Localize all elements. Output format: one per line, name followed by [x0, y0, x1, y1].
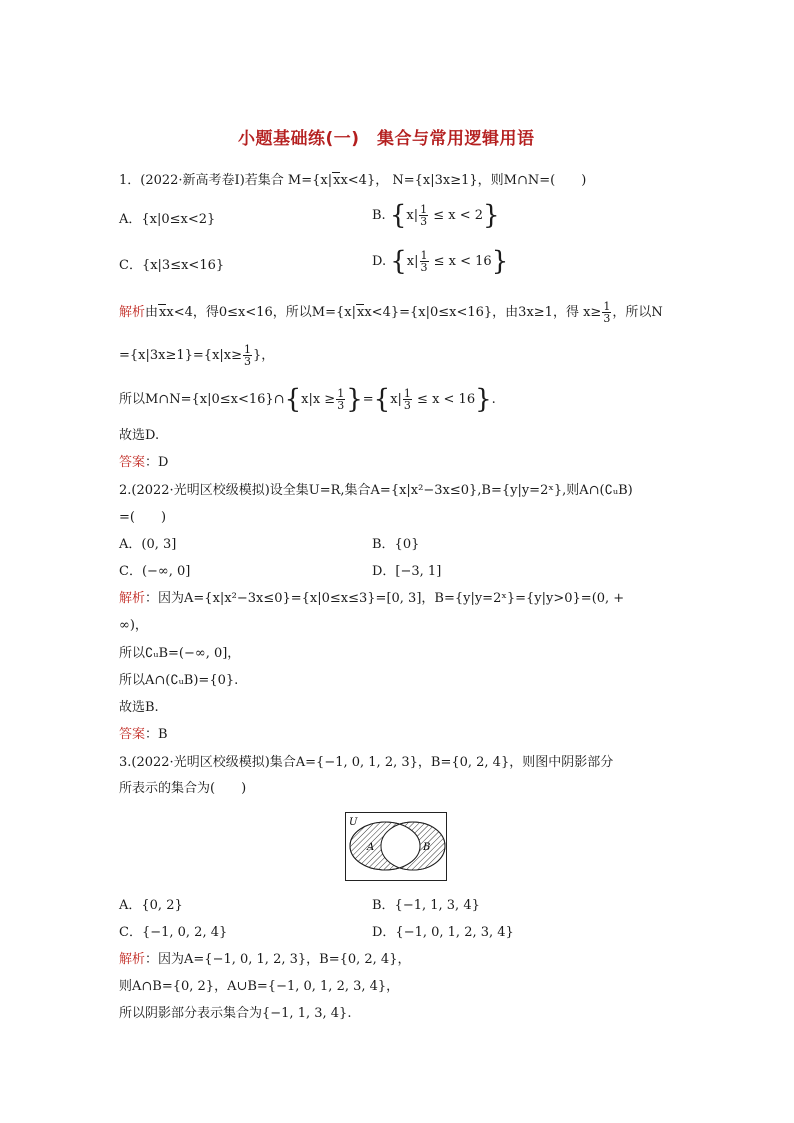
q3-sol1: ：因为A={−1, 0, 1, 2, 3}，B={0, 2, 4}，: [145, 952, 411, 967]
q1-sol1-d: ，所以N: [612, 305, 663, 320]
q3-option-a[interactable]: A．{0, 2}: [119, 898, 183, 913]
right-brace-icon: }: [483, 200, 500, 231]
q1-option-d[interactable]: [372, 246, 509, 277]
solution-label: 解析: [119, 305, 146, 320]
solution-label: 解析: [119, 952, 146, 967]
venn-label-a: A: [367, 842, 375, 853]
fraction: [602, 301, 611, 324]
q3-stem-line1: 3.(2022·光明区校级模拟)集合A={−1, 0, 1, 2, 3}，B={0, 2, 4}，则图中阴影部分: [119, 755, 614, 770]
q1-stem-m: M={x|: [287, 173, 333, 188]
q3-stem-line2: 所表示的集合为( ): [119, 781, 247, 796]
q1-sol3-e: ≤ x < 16: [417, 392, 476, 407]
q2-solution-line3: 所以∁ᵤB=(−∞, 0]，: [119, 646, 241, 661]
left-brace-icon: {: [284, 384, 302, 415]
fraction-denominator: 3: [337, 399, 345, 412]
q1-option-b-range: ≤ x < 2: [433, 208, 484, 223]
fraction-numerator: 1: [403, 387, 411, 400]
q1-stem-n: N={x|3x≥1}，则M∩N=( ): [392, 173, 587, 188]
q3-solution-line3: 所以阴影部分表示集合为{−1, 1, 3, 4}.: [119, 1006, 352, 1021]
q1-option-b-set: x|: [406, 208, 419, 223]
q2-answer-value: ：B: [145, 727, 168, 742]
fraction-numerator: 1: [337, 387, 345, 400]
left-brace-icon: {: [389, 200, 407, 231]
q2-stem-line2: =( ): [119, 510, 167, 525]
sqrt-x: x: [357, 305, 365, 320]
q3-solution-line1: [119, 952, 410, 968]
q1-sol3-c: =: [362, 392, 374, 407]
q1-answer: [119, 455, 168, 471]
q2-option-b[interactable]: B．{0}: [372, 537, 420, 552]
q1-solution-line3: [119, 384, 496, 415]
venn-diagram: [345, 812, 447, 881]
q3-option-d[interactable]: D．{−1, 0, 1, 2, 3, 4}: [372, 925, 514, 940]
q2-sol1: ：因为A={x|x²−3x≤0}={x|0≤x≤3}=[0, 3]，B={y|y=2ˣ}={y|y>0}=(0, +: [145, 591, 625, 606]
q1-sol3-d: x|: [390, 392, 402, 407]
q1-solution-line1: [119, 301, 663, 324]
fraction: [419, 204, 428, 227]
q2-stem-line1: 2.(2022·光明区校级模拟)设全集U=R,集合A={x|x²−3x≤0},B={y|y=2ˣ},则A∩(∁ᵤB): [119, 483, 633, 498]
q2-choice: 故选B.: [119, 700, 159, 715]
q1-option-b[interactable]: [372, 200, 500, 231]
venn-label-b: B: [423, 842, 431, 853]
q1-sol2: ={x|3x≥1}={x|x≥: [119, 348, 243, 363]
sqrt-x: x: [333, 173, 341, 188]
answer-label: 答案: [119, 455, 146, 470]
page-title: 小题基础练(一) 集合与常用逻辑用语: [238, 129, 535, 149]
q1-option-d-letter: D.: [372, 254, 387, 269]
fraction-numerator: 1: [603, 300, 611, 313]
q2-solution-line4: 所以A∩(∁ᵤB)={0}.: [119, 673, 239, 688]
q1-option-d-set: x|: [406, 254, 419, 269]
q1-stem-m2: x<4}，: [340, 173, 389, 188]
q1-answer-value: ：D: [145, 455, 169, 470]
q1-option-d-range: ≤ x < 16: [433, 254, 492, 269]
fraction: [420, 250, 429, 273]
right-brace-icon: }: [475, 384, 492, 415]
answer-label: 答案: [119, 727, 146, 742]
fraction: [403, 388, 412, 411]
right-brace-icon: }: [491, 246, 509, 277]
q1-choice: 故选D.: [119, 428, 160, 443]
solution-label: 解析: [119, 591, 146, 606]
q1-option-b-letter: B.: [372, 208, 386, 223]
q1-sol1-a: 由: [145, 305, 159, 320]
left-brace-icon: {: [373, 384, 391, 415]
right-brace-icon: }: [346, 384, 363, 415]
q2-option-c[interactable]: C．(−∞, 0]: [119, 564, 191, 579]
fraction-denominator: 3: [420, 215, 428, 228]
q2-solution-line2: ∞)，: [119, 618, 148, 633]
q1-stem: [119, 173, 586, 189]
q1-sol3-end: .: [491, 392, 496, 407]
q1-stem-source: 1．(2022·新高考卷Ⅰ)若集合: [119, 173, 284, 188]
q1-solution-line2: [119, 344, 274, 367]
fraction-numerator: 1: [420, 203, 428, 216]
q1-sol3-b: x|x ≥: [301, 392, 336, 407]
fraction: [336, 388, 345, 411]
q3-option-b[interactable]: B．{−1, 1, 3, 4}: [372, 898, 480, 913]
q1-sol2-end: }，: [253, 348, 275, 363]
q2-answer: [119, 727, 168, 743]
venn-label-u: U: [349, 817, 358, 828]
q3-option-c[interactable]: C．{−1, 0, 2, 4}: [119, 925, 228, 940]
fraction-denominator: 3: [603, 312, 611, 325]
q3-solution-line2: 则A∩B={0, 2}，A∪B={−1, 0, 1, 2, 3, 4}，: [119, 979, 400, 994]
q1-sol3-a: 所以M∩N={x|0≤x<16}∩: [119, 392, 285, 407]
q2-option-d[interactable]: D．[−3, 1]: [372, 564, 442, 579]
q2-option-a[interactable]: A．(0, 3]: [119, 537, 177, 552]
fraction-denominator: 3: [403, 399, 411, 412]
q2-solution-line1: [119, 591, 624, 607]
fraction-denominator: 3: [244, 355, 252, 368]
fraction-numerator: 1: [420, 249, 428, 262]
q1-option-c[interactable]: C．{x|3≤x<16}: [119, 258, 225, 273]
q1-option-a[interactable]: A．{x|0≤x<2}: [119, 212, 216, 227]
fraction-denominator: 3: [420, 261, 428, 274]
fraction-numerator: 1: [244, 343, 252, 356]
q1-sol1-b: x<4，得0≤x<16，所以M={x|: [166, 305, 356, 320]
left-brace-icon: {: [390, 246, 407, 277]
fraction: [243, 344, 252, 367]
q1-sol1-c: x<4}={x|0≤x<16}，由3x≥1，得 x≥: [364, 305, 602, 320]
sqrt-x: x: [159, 305, 167, 320]
